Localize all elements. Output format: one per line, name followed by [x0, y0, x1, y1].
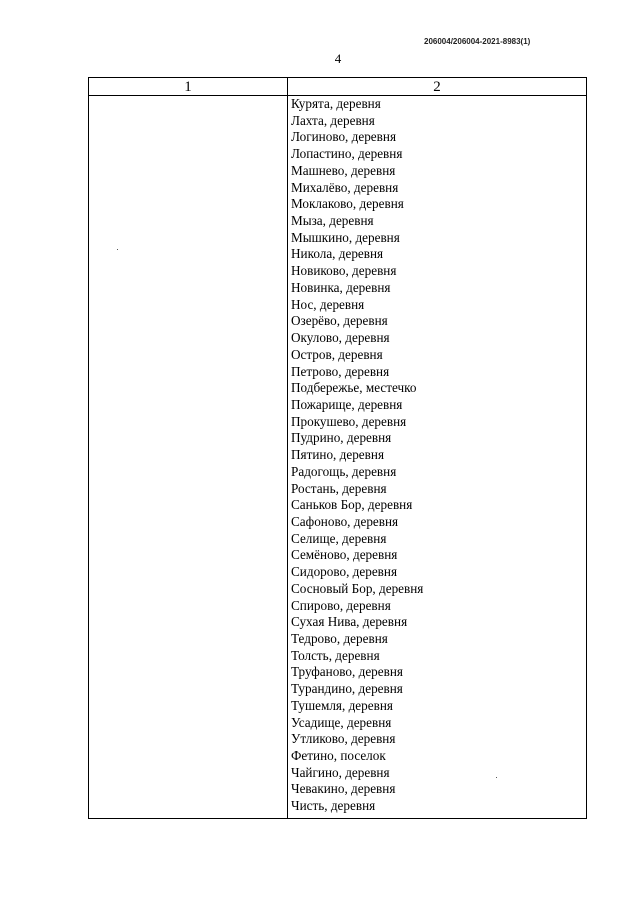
settlement-list — [291, 96, 423, 815]
list-item: Чевакино, деревня — [291, 781, 396, 797]
list-item: Чайгино, деревня — [291, 764, 390, 780]
list-item: Лахта, деревня — [291, 112, 375, 128]
list-item: Сидорово, деревня — [291, 564, 398, 580]
list-item: Радогощь, деревня — [291, 463, 397, 479]
page-number: 4 — [334, 51, 342, 66]
list-item: Труфаново, деревня — [291, 664, 403, 680]
list-item: Толсть, деревня — [291, 647, 380, 663]
document-id: 206004/206004-2021-8983(1) — [424, 37, 531, 46]
list-item: Новинка, деревня — [291, 279, 391, 295]
list-item: Новиково, деревня — [291, 263, 397, 279]
list-item: Пятино, деревня — [291, 447, 385, 463]
list-item: Остров, деревня — [291, 346, 383, 362]
list-item: Прокушево, деревня — [291, 413, 407, 429]
list-item: Тедрово, деревня — [291, 631, 388, 646]
list-item: Фетино, поселок — [291, 748, 386, 764]
list-item: Утликово, деревня — [291, 731, 396, 747]
list-item: Ростань, деревня — [291, 480, 387, 496]
list-item: Пожарище, деревня — [291, 396, 403, 412]
list-item: Петрово, деревня — [291, 363, 390, 379]
scan-speck — [117, 249, 118, 250]
list-item: Логиново, деревня — [291, 129, 397, 145]
list-item: Турандино, деревня — [291, 681, 403, 697]
list-item: Моклаково, деревня — [291, 196, 404, 212]
column-divider — [287, 78, 288, 818]
list-item: Семёново, деревня — [291, 547, 398, 563]
list-item: Курята, деревня — [291, 96, 381, 111]
column-header-2: 2 — [433, 79, 441, 95]
list-item: Озерёво, деревня — [291, 313, 388, 329]
list-item: Сухая Нива, деревня — [291, 614, 408, 630]
list-item: Мышкино, деревня — [291, 229, 400, 245]
list-item: Саньков Бор, деревня — [291, 497, 413, 513]
list-item: Спирово, деревня — [291, 597, 391, 613]
list-item: Сосновый Бор, деревня — [291, 580, 424, 596]
list-item: Тушемля, деревня — [291, 697, 393, 713]
list-item: Пудрино, деревня — [291, 430, 392, 446]
list-item: Лопастино, деревня — [291, 146, 403, 162]
list-item: Машнево, деревня — [291, 162, 396, 178]
list-item: Чисть, деревня — [291, 798, 376, 814]
list-item: Никола, деревня — [291, 246, 384, 262]
list-item: Нос, деревня — [291, 296, 365, 312]
list-item: Подбережье, местечко — [291, 380, 417, 396]
list-item: Усадище, деревня — [291, 714, 392, 730]
list-item: Окулово, деревня — [291, 330, 390, 346]
list-item: Селище, деревня — [291, 530, 387, 546]
table-header-row — [89, 78, 586, 96]
list-item: Михалёво, деревня — [291, 179, 399, 195]
scan-speck — [496, 777, 497, 778]
column-header-1: 1 — [184, 79, 192, 95]
list-item: Мыза, деревня — [291, 213, 374, 229]
list-item: Сафоново, деревня — [291, 513, 399, 529]
settlements-table — [88, 77, 587, 819]
